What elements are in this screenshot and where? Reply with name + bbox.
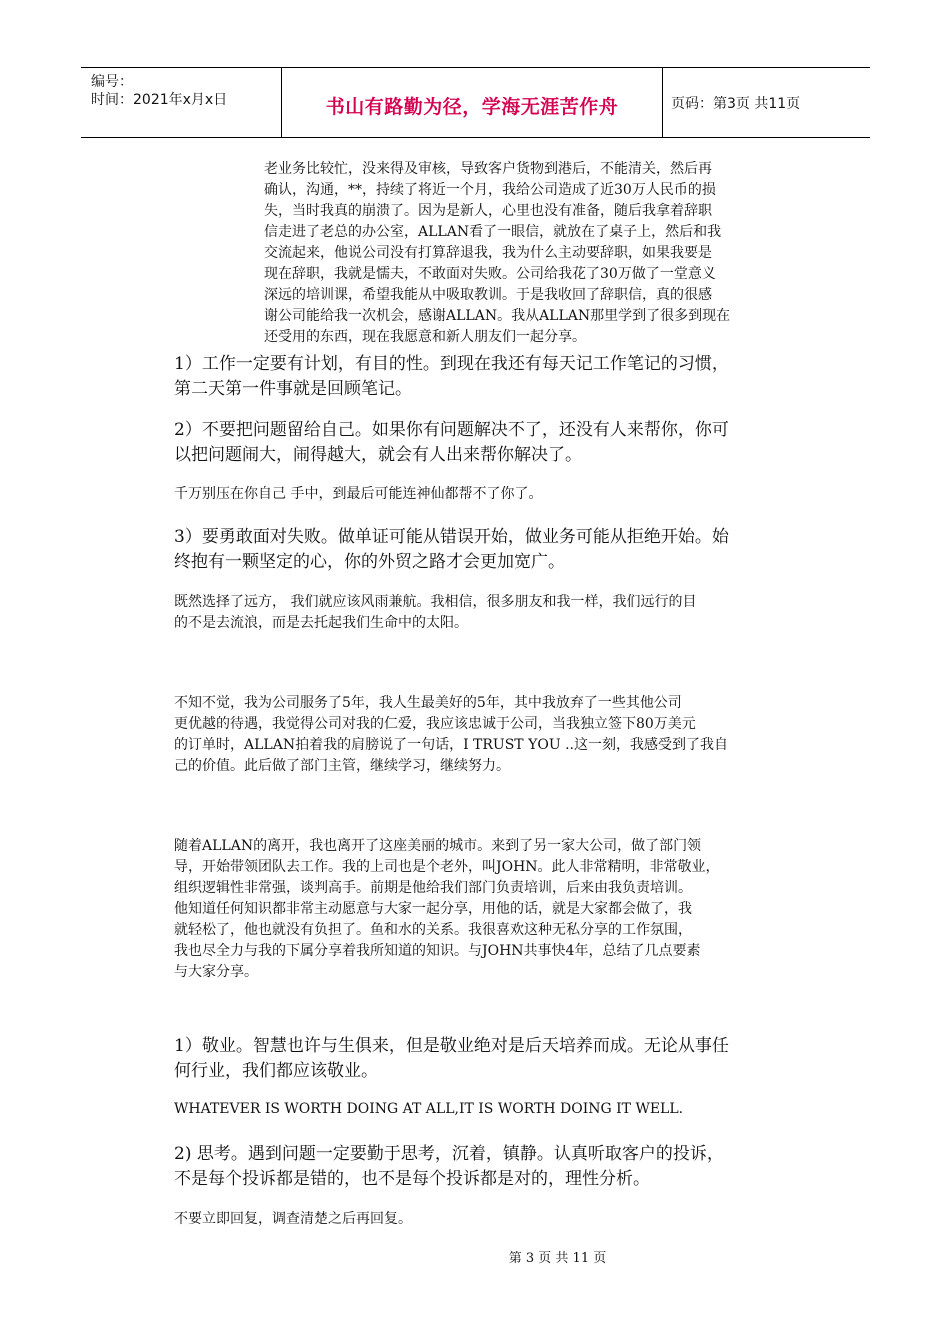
text-line: 终抱有一颗坚定的心，你的外贸之路才会更加宽广。 [174,552,565,572]
point-2-problems [174,418,814,468]
text-line: 2）不要把问题留给自己。如果你有问题解决不了，还没有人来帮你，你可 [174,420,729,440]
text-line: 1）工作一定要有计划，有目的性。到现在我还有每天记工作笔记的习惯， [174,354,729,374]
text-line: 失，当时我真的崩溃了。因为是新人，心里也没有准备，随后我拿着辞职 [264,203,712,219]
text-line: 还受用的东西，现在我愿意和新人朋友们一起分享。 [264,329,586,345]
text-line: 更优越的待遇，我觉得公司对我的仁爱，我应该忠诚于公司，当我独立签下80万美元 [174,716,696,732]
text-line: 深远的培训课，希望我能从中吸取教训。于是我收回了辞职信，真的很感 [264,287,712,303]
text-line: 的不是去流浪，而是去托起我们生命中的太阳。 [174,615,468,631]
point-1-dedication [174,1034,814,1084]
text-line: 随着ALLAN的离开，我也离开了这座美丽的城市。来到了另一家大公司，做了部门领 [174,838,702,854]
thinking-note: 不要立即回复，调查清楚之后再回复。 [174,1211,412,1227]
point-3-note [174,592,814,634]
text-line: 导，开始带领团队去工作。我的上司也是个老外，叫JOHN。此人非常精明，非常敬业， [174,859,720,875]
text-line: 不是每个投诉都是错的，也不是每个投诉都是对的，理性分析。 [174,1169,650,1189]
text-line: 既然选择了远方， 我们就应该风雨兼航。我相信，很多朋友和我一样，我们远行的目 [174,594,697,610]
text-line: 3）要勇敢面对失败。做单证可能从错误开始，做业务可能从拒绝开始。始 [174,527,729,547]
text-line: 以把问题闹大，闹得越大，就会有人出来帮你解决了。 [174,445,582,465]
text-line: 的订单时，ALLAN拍着我的肩膀说了一句话，I TRUST YOU ..这一刻，我感受到了我自 [174,737,728,753]
document-number-label: 编号： [91,74,133,90]
text-line: 1）敬业。智慧也许与生俱来，但是敬业绝对是后天培养而成。无论从事任 [174,1036,729,1056]
header-meta-cell [81,68,282,137]
service-paragraph [174,693,824,777]
text-line: 老业务比较忙，没来得及审核，导致客户货物到港后，不能清关，然后再 [264,161,712,177]
header-page-info: 页码：第3页 共11页 [671,96,801,112]
text-line: 与大家分享。 [174,964,258,980]
header-page-cell [663,68,870,137]
document-date-label: 时间：2021年x月x日 [91,92,228,108]
dedication-quote: WHATEVER IS WORTH DOING AT ALL,IT IS WORTH DOING IT WELL. [174,1101,684,1117]
page-header [81,67,870,138]
text-line: 确认，沟通，**，持续了将近一个月，我给公司造成了近30万人民币的损 [264,182,716,198]
point-1-plan [174,352,814,402]
text-line: 我也尽全力与我的下属分享着我所知道的知识。与JOHN共事快4年，总结了几点要素 [174,943,701,959]
text-line: 何行业，我们都应该敬业。 [174,1061,378,1081]
header-motto: 书山有路勤为径，学海无涯苦作舟 [325,96,619,118]
text-line: 现在辞职，我就是懦夫，不敢面对失败。公司给我花了30万做了一堂意义 [264,266,716,282]
text-line: 不知不觉，我为公司服务了5年，我人生最美好的5年，其中我放弃了一些其他公司 [174,695,682,711]
text-line: 交流起来，他说公司没有打算辞退我，我为什么主动要辞职，如果我要是 [264,245,712,261]
text-line: 信走进了老总的办公室，ALLAN看了一眼信，就放在了桌子上，然后和我 [264,224,722,240]
text-line: 组织逻辑性非常强，谈判高手。前期是他给我们部门负责培训，后来由我负责培训。 [174,880,692,896]
footer-page-number: 第 3 页 共 11 页 [508,1251,607,1266]
text-line: 谢公司能给我一次机会，感谢ALLAN。我从ALLAN那里学到了很多到现在 [264,308,731,324]
intro-paragraph [264,159,820,348]
john-paragraph [174,836,824,983]
text-line: 他知道任何知识都非常主动愿意与大家一起分享，用他的话，就是大家都会做了，我 [174,901,692,917]
point-2-thinking [174,1142,814,1192]
text-line: 2) 思考。遇到问题一定要勤于思考，沉着，镇静。认真听取客户的投诉， [174,1144,724,1164]
text-line: 就轻松了，他也就没有负担了。鱼和水的关系。我很喜欢这种无私分享的工作氛围， [174,922,692,938]
text-line: 第二天第一件事就是回顾笔记。 [174,379,412,399]
point-2-note: 千万别压在你自己 手中，到最后可能连神仙都帮不了你了。 [174,486,543,502]
point-3-failure [174,525,814,575]
page-footer [0,1247,950,1266]
text-line: 己的价值。此后做了部门主管，继续学习，继续努力。 [174,758,510,774]
header-motto-cell [282,68,663,137]
